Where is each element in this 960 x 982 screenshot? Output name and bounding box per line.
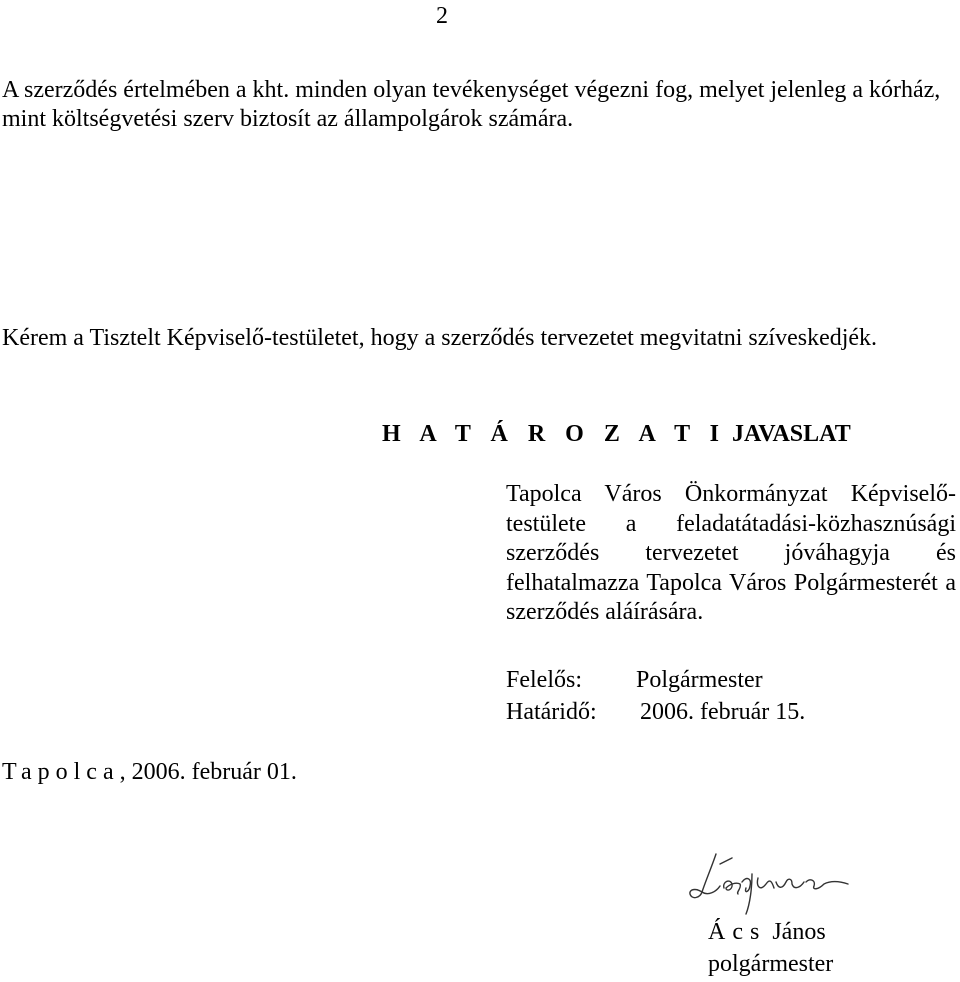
resolution-heading-spaced: H A T Á R O Z A T I [382, 421, 726, 447]
responsible-row [506, 665, 763, 695]
signer-name-rest: János [772, 919, 826, 945]
paragraph-request: Kérem a Tisztelt Képviselő-testületet, hogy a szerződés tervezetet megvitatni szíveskedjék. [2, 325, 878, 351]
deadline-value: 2006. február 15. [640, 699, 806, 725]
place: Tapolca [2, 759, 120, 785]
resolution-text: Tapolca Város Önkormányzat Képviselő-testülete a feladatátadási-közhasznúsági szerződés tervezetet jóváhagyja és felhatalmazza Tapolca Város Polgármesterét a szerződés aláírására. [506, 481, 956, 625]
responsible-value: Polgármester [636, 667, 763, 693]
date: , 2006. február 01. [119, 759, 297, 785]
responsible-label: Felelős: [506, 667, 582, 693]
place-date [2, 757, 297, 787]
signer-title: polgármester [708, 951, 834, 977]
paragraph-contract-scope: A szerződés értelmében a kht. minden olyan tevékenységet végezni fog, melyet jelenleg a kórház, mint költségvetési szerv biztosít az állampolgárok számára. [2, 77, 941, 132]
resolution-heading-word: JAVASLAT [732, 421, 851, 447]
deadline-row [506, 697, 805, 727]
deadline-label: Határidő: [506, 699, 597, 725]
page-number: 2 [436, 3, 448, 29]
handwritten-signature [686, 848, 856, 918]
signer-name-spaced: Ács [708, 919, 767, 945]
signer-name [708, 917, 826, 947]
resolution-heading [382, 419, 851, 449]
